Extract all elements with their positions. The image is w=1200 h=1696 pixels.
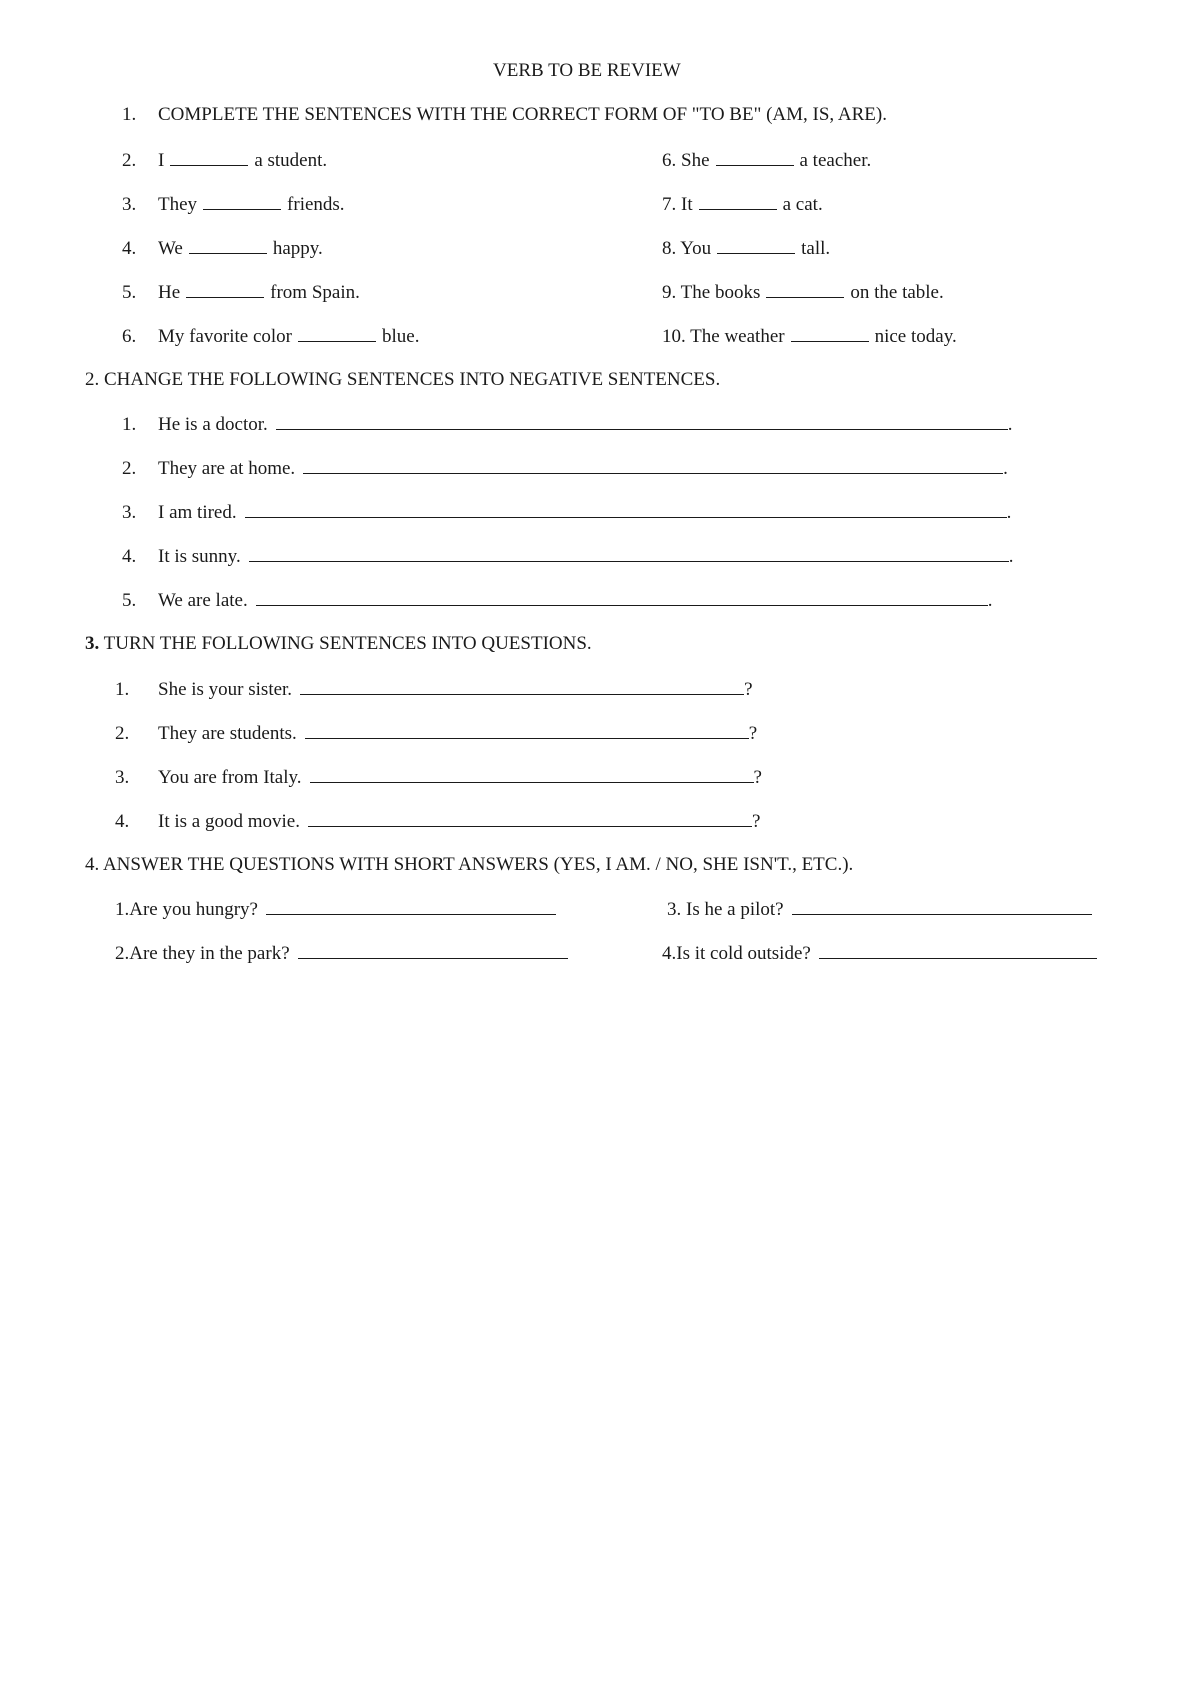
answer-line[interactable] xyxy=(792,899,1092,915)
answer-line[interactable] xyxy=(305,723,749,739)
s1-right-item: 9. The books on the table. xyxy=(662,282,944,303)
answer-blank[interactable] xyxy=(298,326,376,342)
answer-blank[interactable] xyxy=(716,150,794,166)
s4-item: 1.Are you hungry? xyxy=(115,899,556,919)
s3-item: 1. She is your sister. ? xyxy=(115,679,753,700)
section1-heading xyxy=(122,105,887,124)
s3-item: 3. You are from Italy. ? xyxy=(115,767,762,788)
s1-left-item: 3. They friends. xyxy=(122,194,345,215)
s2-item: 3. I am tired. . xyxy=(122,502,1012,523)
answer-line[interactable] xyxy=(298,943,568,959)
answer-line[interactable] xyxy=(303,458,1003,474)
s1-left-item: 2. I a student. xyxy=(122,150,328,171)
s4-item: 4.Is it cold outside? xyxy=(662,943,1097,963)
s2-item: 1. He is a doctor. . xyxy=(122,414,1013,435)
answer-line[interactable] xyxy=(310,767,754,783)
answer-blank[interactable] xyxy=(699,194,777,210)
s1-right-item: 10. The weather nice today. xyxy=(662,326,957,347)
page-title: VERB TO BE REVIEW xyxy=(493,60,681,81)
s2-item: 5. We are late. . xyxy=(122,590,993,611)
s2-item: 4. It is sunny. . xyxy=(122,546,1014,567)
s3-item: 4. It is a good movie. ? xyxy=(115,811,761,832)
answer-blank[interactable] xyxy=(203,194,281,210)
section2-heading: 2. CHANGE THE FOLLOWING SENTENCES INTO NEGATIVE SENTENCES. xyxy=(85,369,721,390)
answer-line[interactable] xyxy=(300,679,744,695)
answer-line[interactable] xyxy=(249,546,1009,562)
s1-left-item: 6. My favorite color blue. xyxy=(122,326,420,347)
answer-blank[interactable] xyxy=(189,238,267,254)
answer-blank[interactable] xyxy=(717,238,795,254)
answer-blank[interactable] xyxy=(791,326,869,342)
answer-line[interactable] xyxy=(308,811,752,827)
section3-heading: 3. TURN THE FOLLOWING SENTENCES INTO QUESTIONS. xyxy=(85,633,592,654)
answer-line[interactable] xyxy=(276,414,1008,430)
section1-heading-text: COMPLETE THE SENTENCES WITH THE CORRECT FORM OF "TO BE" (AM, IS, ARE). xyxy=(158,104,887,125)
answer-line[interactable] xyxy=(266,899,556,915)
s1-left-item: 5. He from Spain. xyxy=(122,282,360,303)
answer-blank[interactable] xyxy=(170,150,248,166)
s4-item: 2.Are they in the park? xyxy=(115,943,568,963)
answer-blank[interactable] xyxy=(766,282,844,298)
s3-item: 2. They are students. ? xyxy=(115,723,758,744)
section1-number: 1. xyxy=(122,104,137,125)
answer-line[interactable] xyxy=(819,943,1097,959)
answer-line[interactable] xyxy=(245,502,1007,518)
s1-right-item: 8. You tall. xyxy=(662,238,831,259)
answer-blank[interactable] xyxy=(186,282,264,298)
section4-heading: 4. ANSWER THE QUESTIONS WITH SHORT ANSWERS (YES, I AM. / NO, SHE ISN'T., ETC.). xyxy=(85,854,854,875)
s1-right-item: 6. She a teacher. xyxy=(662,150,872,171)
s1-right-item: 7. It a cat. xyxy=(662,194,823,215)
answer-line[interactable] xyxy=(256,590,988,606)
s2-item: 2. They are at home. . xyxy=(122,458,1008,479)
s1-left-item: 4. We happy. xyxy=(122,238,323,259)
s4-item: 3. Is he a pilot? xyxy=(667,899,1092,919)
